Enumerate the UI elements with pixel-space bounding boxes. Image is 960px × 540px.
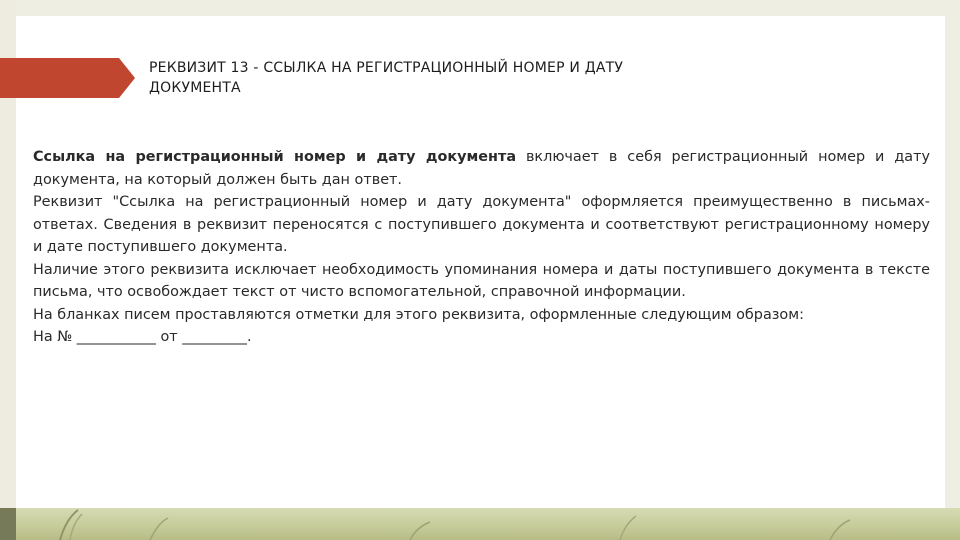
paragraph-3: Наличие этого реквизита исключает необходимость упоминания номера и даты поступившего документа в тексте письма, что освобождает текст от чисто вспомогательной, справочной информации. — [33, 261, 930, 300]
grass-decoration — [0, 508, 960, 540]
slide-body — [33, 146, 930, 349]
paragraph-1-text: включает в себя регистрационный номер и дату документа, на который должен быть дан ответ. — [33, 149, 930, 188]
corner-stem — [0, 508, 16, 540]
paragraph-1-bold-term: Ссылка на регистрационный номер и дату документа — [33, 149, 517, 165]
paragraph-5: На № ___________ от _________. — [33, 329, 252, 345]
slide-title — [149, 58, 749, 98]
slide-title-line-1: РЕКВИЗИТ 13 - ССЫЛКА НА РЕГИСТРАЦИОННЫЙ НОМЕР И ДАТУ — [149, 60, 624, 76]
paragraph-2: Реквизит "Ссылка на регистрационный номер и дату документа" оформляется преимущественно в письмах-ответах. Сведения в реквизит переносятся с поступившего документа и соответствуют регистрационному номеру и дате поступившего документа. — [33, 194, 930, 255]
paragraph-1 — [33, 146, 930, 191]
slide-title-line-2: ДОКУМЕНТА — [149, 80, 241, 96]
paragraph-4: На бланках писем проставляются отметки для этого реквизита, оформленные следующим образом: — [33, 306, 804, 323]
title-accent-arrow — [0, 58, 135, 98]
grass-blades-icon — [0, 508, 960, 540]
